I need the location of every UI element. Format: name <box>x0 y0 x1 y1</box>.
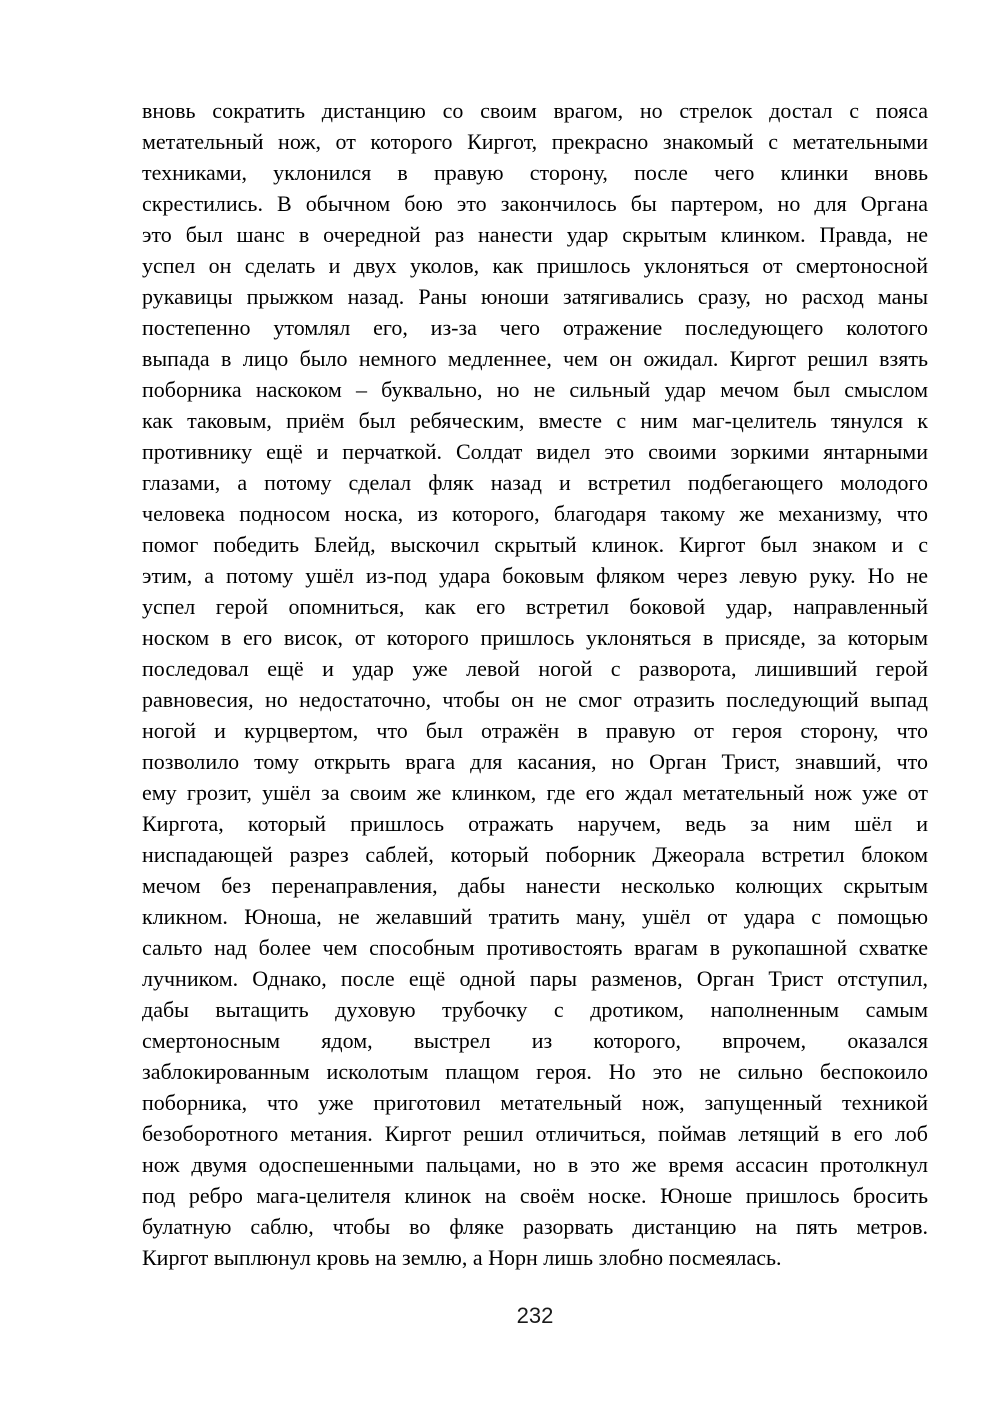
text-line: позволило тому открыть врага для касания, но Орган Трист, знавший, что <box>142 749 928 774</box>
text-line: ниспадающей разрез саблей, который поборник Джеорала встретил блоком <box>142 842 928 867</box>
text-line: рукавицы прыжком назад. Раны юноши затягивались сразу, но расход маны <box>142 284 928 309</box>
text-line: булатную саблю, чтобы во фляке разорвать дистанцию на пять метров. <box>142 1214 928 1239</box>
text-line: носком в его висок, от которого пришлось уклоняться в присяде, за которым <box>142 625 928 650</box>
text-line: кликном. Юноша, не желавший тратить ману, ушёл от удара с помощью <box>142 904 928 929</box>
text-line: вновь сократить дистанцию со своим врагом, но стрелок достал с пояса <box>142 98 928 123</box>
text-line: человека подносом носка, из которого, благодаря такому же механизму, что <box>142 501 928 526</box>
text-line: выпада в лицо было немного медленнее, чем он ожидал. Киргот решил взять <box>142 346 928 371</box>
text-line: сальто над более чем способным противостоять врагам в рукопашной схватке <box>142 935 928 960</box>
page-number: 232 <box>516 1303 554 1328</box>
text-line: Киргот выплюнул кровь на землю, а Норн лишь злобно посмеялась. <box>142 1245 782 1270</box>
text-line: глазами, а потому сделал фляк назад и встретил подбегающего молодого <box>142 470 928 495</box>
text-line: смертоносным ядом, выстрел из которого, впрочем, оказался <box>142 1028 928 1053</box>
text-line: этим, а потому ушёл из-под удара боковым фляком через левую руку. Но не <box>142 563 928 588</box>
text-line: нож двумя одоспешенными пальцами, но в это же время ассасин протолкнул <box>142 1152 928 1177</box>
text-line: успел он сделать и двух уколов, как пришлось уклоняться от смертоносной <box>142 253 928 278</box>
text-line: успел герой опомниться, как его встретил боковой удар, направленный <box>142 594 928 619</box>
text-line: помог победить Блейд, выскочил скрытый клинок. Киргот был знаком и с <box>142 532 928 557</box>
text-line: равновесия, но недостаточно, чтобы он не смог отразить последующий выпад <box>142 687 928 712</box>
text-line: дабы вытащить духовую трубочку с дротиком, наполненным самым <box>142 997 928 1022</box>
text-line: под ребро мага-целителя клинок на своём носке. Юноше пришлось бросить <box>142 1183 928 1208</box>
body-text <box>142 95 928 1273</box>
text-line: лучником. Однако, после ещё одной пары разменов, Орган Трист отступил, <box>142 966 928 991</box>
text-line: безоборотного метания. Киргот решил отличиться, поймав летящий в его лоб <box>142 1121 928 1146</box>
text-line: мечом без перенаправления, дабы нанести несколько колющих скрытым <box>142 873 928 898</box>
text-line: скрестились. В обычном бою это закончилось бы партером, но для Органа <box>142 191 928 216</box>
text-line: техниками, уклонился в правую сторону, после чего клинки вновь <box>142 160 928 185</box>
text-line: постепенно утомлял его, из-за чего отражение последующего колотого <box>142 315 928 340</box>
text-line: последовал ещё и удар уже левой ногой с разворота, лишивший герой <box>142 656 928 681</box>
text-line: это был шанс в очередной раз нанести удар скрытым клинком. Правда, не <box>142 222 928 247</box>
text-line: ногой и курцвертом, что был отражён в правую от героя сторону, что <box>142 718 928 743</box>
text-line: поборника, что уже приготовил метательный нож, запущенный техникой <box>142 1090 928 1115</box>
text-line: ему грозит, ушёл за своим же клинком, где его ждал метательный нож уже от <box>142 780 928 805</box>
text-line: противнику ещё и перчаткой. Солдат видел это своими зоркими янтарными <box>142 439 928 464</box>
text-line: заблокированным исколотым плащом героя. Но это не сильно беспокоило <box>142 1059 928 1084</box>
text-line: метательный нож, от которого Киргот, прекрасно знакомый с метательными <box>142 129 928 154</box>
text-line: поборника наскоком – буквально, но не сильный удар мечом был смыслом <box>142 377 928 402</box>
text-line: Киргота, который пришлось отражать наручем, ведь за ним шёл и <box>142 811 928 836</box>
text-line: как таковым, приём был ребяческим, вместе с ним маг-целитель тянулся к <box>142 408 928 433</box>
